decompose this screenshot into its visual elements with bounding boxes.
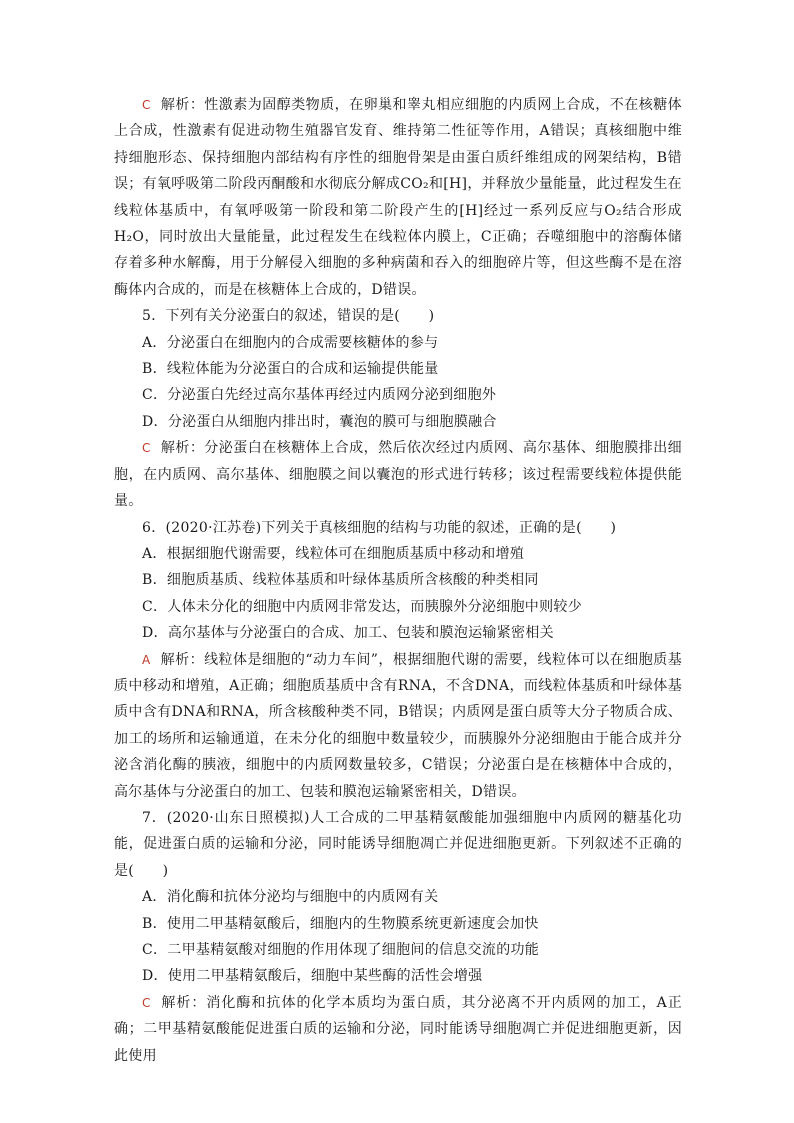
question-option: B．细胞质基质、线粒体基质和叶绿体基质所含核酸的种类相同: [142, 572, 539, 589]
question-option: C．分泌蛋白先经过高尔基体再经过内质网分泌到细胞外: [142, 387, 497, 404]
analysis-text: 解析：消化酶和抗体的化学本质均为蛋白质，其分泌离不开内质网的加工，A正确；二甲基精氨酸能促进蛋白质的运输和分泌，同时能诱导细胞凋亡并促进细胞更新，因此使用: [114, 994, 682, 1064]
answer-letter: A: [142, 652, 151, 667]
question-option: A．消化酶和抗体分泌均与细胞中的内质网有关: [142, 889, 439, 906]
analysis-paragraph: [114, 435, 682, 514]
question-option: A．分泌蛋白在细胞内的合成需要核糖体的参与: [142, 334, 439, 351]
analysis-text: 解析：线粒体是细胞的“动力车间”，根据细胞代谢的需要，线粒体可以在细胞质基质中移动和增殖，A正确；细胞质基质中含有RNA，不含DNA，而线粒体基质和叶绿体基质中含有DNA和RNA，所含核酸种类不同，B错误；内质网是蛋白质等大分子物质合成、加工的场所和运输通道，在未分化的细胞中数量较少，而胰腺外分泌细胞由于能合成并分泌含消化酶的胰液，细胞中的内质网数量较多，C错误；分泌蛋白是在核糖体中合成的，高尔基体与分泌蛋白的加工、包装和膜泡运输紧密相关，D错误。: [114, 651, 682, 800]
analysis-paragraph: [114, 647, 682, 805]
answer-letter: C: [142, 995, 151, 1010]
question-stem: 5．下列有关分泌蛋白的叙述，错误的是( ): [142, 308, 435, 325]
question-option: D．使用二甲基精氨酸后，细胞中某些酶的活性会增强: [142, 968, 483, 985]
answer-letter: C: [142, 98, 151, 112]
question-option: C．人体未分化的细胞中内质网非常发达，而胰腺外分泌细胞中则较少: [142, 598, 583, 615]
question-stem: 7．(2020·山东日照模拟)人工合成的二甲基精氨酸能加强细胞中内质网的糖基化功能，促进蛋白质的运输和分泌，同时能诱导细胞凋亡并促进细胞更新。下列叙述不正确的是( ): [114, 809, 682, 879]
analysis-paragraph: [114, 92, 682, 303]
question-option: B．线粒体能为分泌蛋白的合成和运输提供能量: [142, 361, 439, 378]
question-option: D．分泌蛋白从细胞内排出时，囊泡的膜可与细胞膜融合: [142, 413, 497, 430]
analysis-text: 解析：性激素为固醇类物质，在卵巢和睾丸相应细胞的内质网上合成，不在核糖体上合成，性激素有促进动物生殖器官发育、维持第二性征等作用，A错误；真核细胞中维持细胞形态、保持细胞内部结构有序性的细胞骨架是由蛋白质纤维组成的网架结构，B错误；有氧呼吸第二阶段丙酮酸和水彻底分解成CO₂和[H]，并释放少量能量，此过程发生在线粒体基质中，有氧呼吸第一阶段和第二阶段产生的[H]经过一系列反应与O₂结合形成H₂O，同时放出大量能量，此过程发生在线粒体内膜上，C正确；吞噬细胞中的溶酶体储存着多种水解酶，用于分解侵入细胞的多种病菌和吞入的细胞碎片等，但这些酶不是在溶酶体内合成的，而是在核糖体上合成的，D错误。: [114, 97, 682, 298]
question-option: D．高尔基体与分泌蛋白的合成、加工、包装和膜泡运输紧密相关: [142, 625, 554, 642]
answer-letter: C: [142, 441, 151, 456]
analysis-text: 解析：分泌蛋白在核糖体上合成，然后依次经过内质网、高尔基体、细胞膜排出细胞，在内质网、高尔基体、细胞膜之间以囊泡的形式进行转移；该过程需要线粒体提供能量。: [114, 440, 682, 510]
question-option: C．二甲基精氨酸对细胞的作用体现了细胞间的信息交流的功能: [142, 942, 540, 958]
document-body: [114, 92, 682, 1069]
question-option: A．根据细胞代谢需要，线粒体可在细胞质基质中移动和增殖: [142, 545, 525, 562]
question-option: B．使用二甲基精氨酸后，细胞内的生物膜系统更新速度会加快: [142, 915, 539, 932]
question-stem: 6．(2020·江苏卷)下列关于真核细胞的结构与功能的叙述，正确的是( ): [142, 519, 617, 536]
analysis-paragraph: [114, 990, 682, 1069]
